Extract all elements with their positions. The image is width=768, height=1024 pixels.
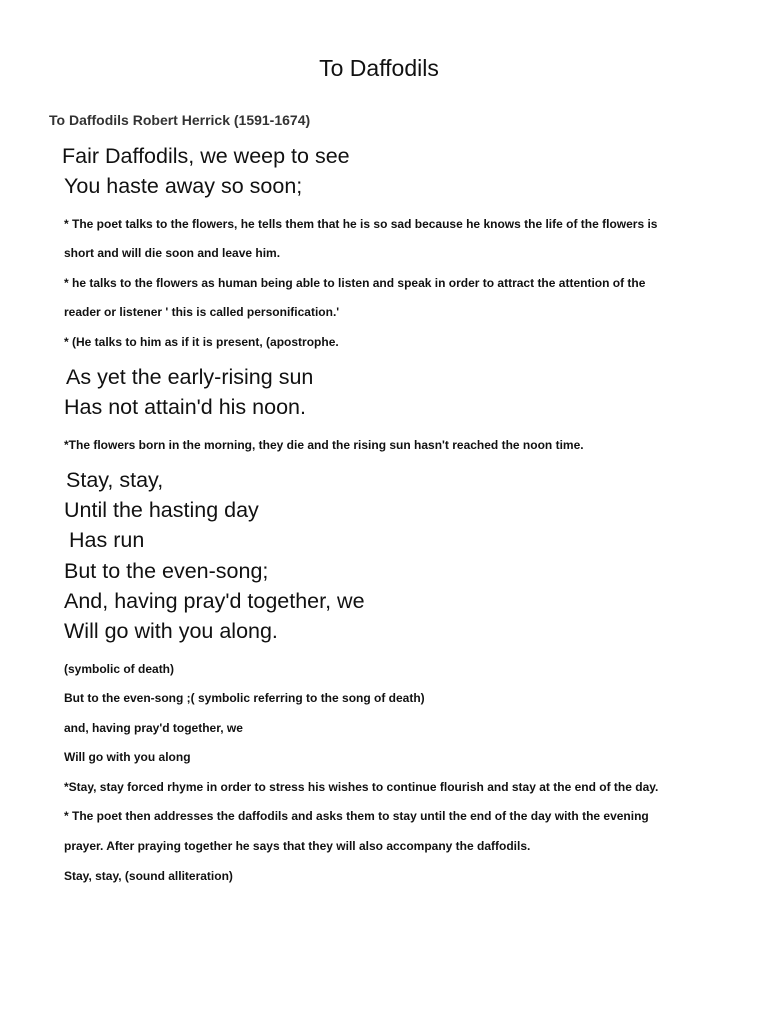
note-line: But to the even-song ;( symbolic referring to the song of death) (64, 691, 425, 705)
note-line: *Stay, stay forced rhyme in order to stress his wishes to continue flourish and stay at the end of the day. (64, 780, 659, 794)
note-line: Stay, stay, (sound alliteration) (64, 869, 233, 883)
verse-line: Until the hasting day (64, 498, 259, 522)
verse-line: Has not attain'd his noon. (64, 395, 306, 419)
note-line: short and will die soon and leave him. (64, 246, 281, 260)
note-line: (symbolic of death) (64, 662, 175, 676)
note-line: Will go with you along (64, 750, 191, 764)
note-line: * (He talks to him as if it is present, (apostrophe. (64, 335, 339, 349)
note-line: * The poet then addresses the daffodils and asks them to stay until the end of the day with the evening (64, 809, 649, 823)
note-line: * he talks to the flowers as human being able to listen and speak in order to attract the attention of the (64, 276, 646, 290)
verse-line: Will go with you along. (64, 619, 278, 643)
note-line: and, having pray'd together, we (64, 721, 243, 735)
verse-line: As yet the early-rising sun (66, 365, 314, 389)
verse-line: Has run (69, 528, 145, 552)
document-subtitle: To Daffodils Robert Herrick (1591-1674) (49, 112, 311, 128)
verse-line: Fair Daffodils, we weep to see (62, 144, 350, 168)
note-line: prayer. After praying together he says that they will also accompany the daffodils. (64, 839, 531, 853)
note-line: *The flowers born in the morning, they die and the rising sun hasn't reached the noon time. (64, 438, 584, 452)
verse-line: You haste away so soon; (64, 174, 303, 198)
verse-line: Stay, stay, (66, 468, 164, 492)
verse-line: But to the even-song; (64, 559, 269, 583)
note-line: reader or listener ' this is called personification.' (64, 305, 340, 319)
document-title: To Daffodils (319, 55, 439, 81)
note-line: * The poet talks to the flowers, he tells them that he is so sad because he knows the life of the flowers is (64, 217, 658, 231)
verse-line: And, having pray'd together, we (64, 589, 365, 613)
